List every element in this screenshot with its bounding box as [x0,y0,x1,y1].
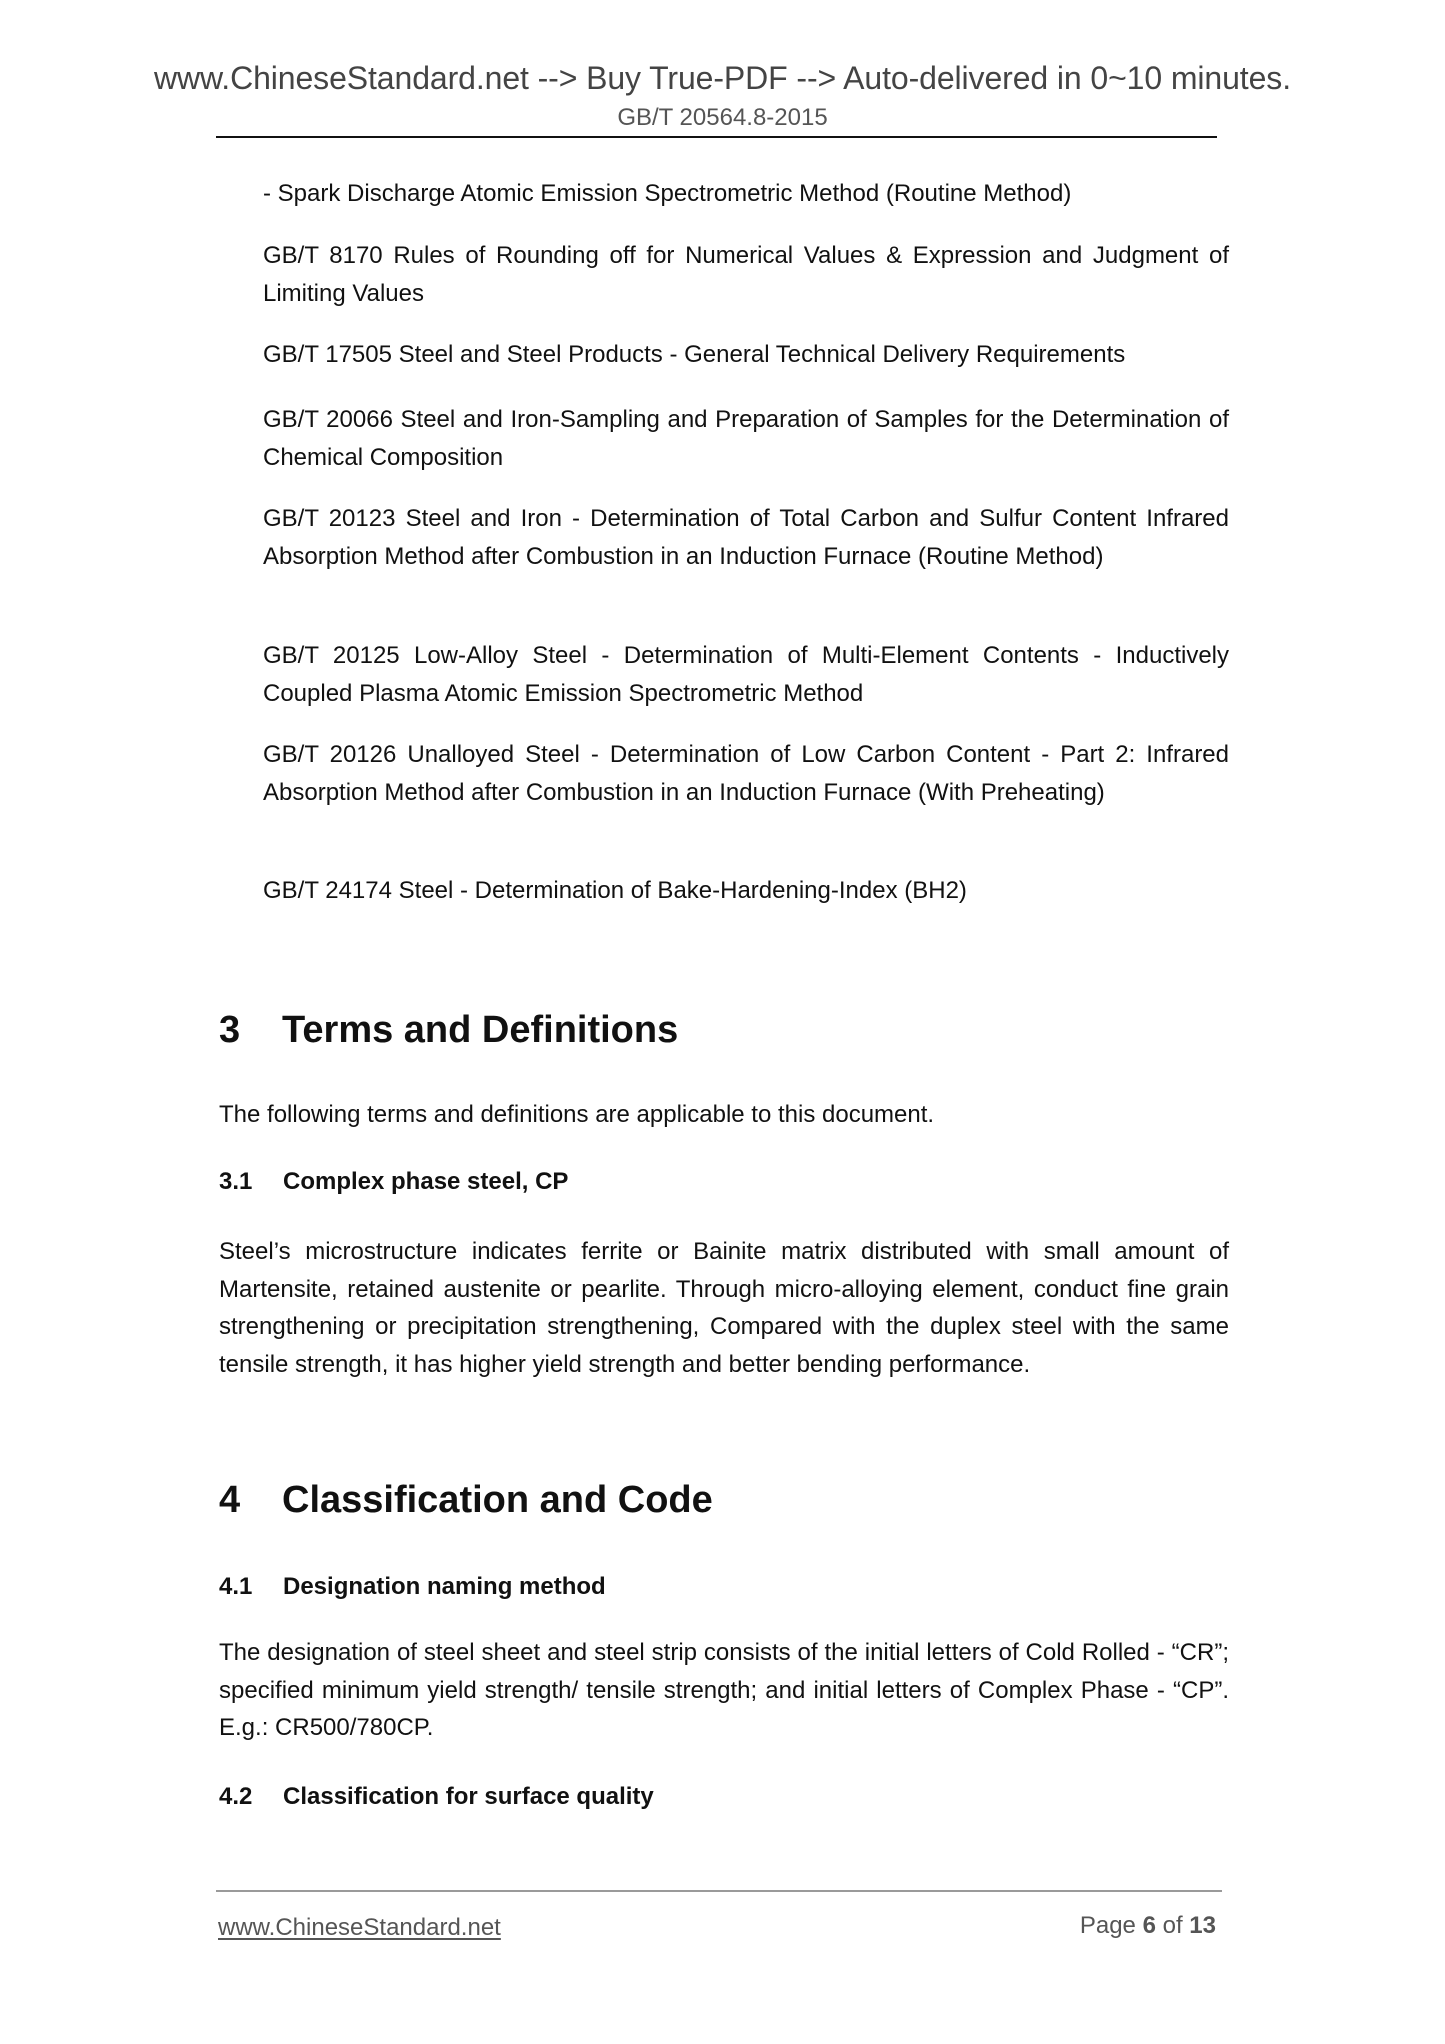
subsection-heading [219,1782,654,1812]
reference-item: GB/T 17505 Steel and Steel Products - General Technical Delivery Requirements [263,341,1126,368]
reference-item: GB/T 24174 Steel - Determination of Bake-Hardening-Index (BH2) [263,877,967,904]
reference-item: GB/T 20126 Unalloyed Steel - Determination of Low Carbon Content - Part 2: Infrared Absorption Method after Combustion in an Induction Furnace (With Preheating) [263,741,1229,806]
subsection-heading [219,1572,606,1602]
reference-item: GB/T 20123 Steel and Iron - Determination of Total Carbon and Sulfur Content Infrared Absorption Method after Combustion in an Induction Furnace (Routine Method) [263,505,1229,570]
reference-item: GB/T 20125 Low-Alloy Steel - Determination of Multi-Element Contents - Inductively Coupled Plasma Atomic Emission Spectrometric Method [263,642,1229,707]
page-label: Page [1079,1912,1136,1939]
subsection-title: Complex phase steel, CP [283,1168,569,1195]
section-title: Classification and Code [282,1479,713,1521]
footer-divider [216,1890,1222,1892]
section-heading [219,1008,678,1052]
section-heading [219,1478,713,1522]
page-of-label: of [1162,1912,1183,1939]
header-banner-text: www.ChineseStandard.net --> Buy True-PDF --> Auto-delivered in 0~10 minutes. [154,60,1291,96]
page-indicator [1080,1911,1216,1941]
designation-text: The designation of steel sheet and steel strip consists of the initial letters of Cold Rolled - “CR”; specified minimum yield strength/ tensile strength; and initial letters of Complex Phase - “CP”. E.g.: CR500/780CP. [219,1639,1229,1741]
subsection-title: Designation naming method [283,1573,606,1600]
page-current: 6 [1142,1912,1156,1939]
section-title: Terms and Definitions [282,1009,679,1051]
subsection-heading [219,1167,568,1197]
footer-site-link[interactable]: www.ChineseStandard.net [218,1914,501,1941]
subsection-number: 4.2 [219,1783,253,1810]
reference-item: - Spark Discharge Atomic Emission Spectrometric Method (Routine Method) [263,180,1072,207]
subsection-title: Classification for surface quality [283,1783,654,1810]
section-intro: The following terms and definitions are applicable to this document. [219,1101,935,1128]
subsection-number: 3.1 [219,1168,253,1195]
standard-code: GB/T 20564.8-2015 [617,104,828,131]
page-total: 13 [1189,1912,1216,1939]
reference-item: GB/T 8170 Rules of Rounding off for Numerical Values & Expression and Judgment of Limiting Values [263,242,1229,307]
subsection-number: 4.1 [219,1573,253,1600]
definition-text: Steel’s microstructure indicates ferrite or Bainite matrix distributed with small amount of Martensite, retained austenite or pearlite. Through micro-alloying element, conduct fine grain strengthening or precipitation strengthening, Compared with the duplex steel with the same tensile strength, it has higher yield strength and better bending performance. [219,1238,1229,1378]
header-divider [216,136,1217,138]
section-number: 4 [219,1479,241,1521]
section-number: 3 [219,1009,241,1051]
reference-item: GB/T 20066 Steel and Iron-Sampling and Preparation of Samples for the Determination of Chemical Composition [263,406,1229,471]
